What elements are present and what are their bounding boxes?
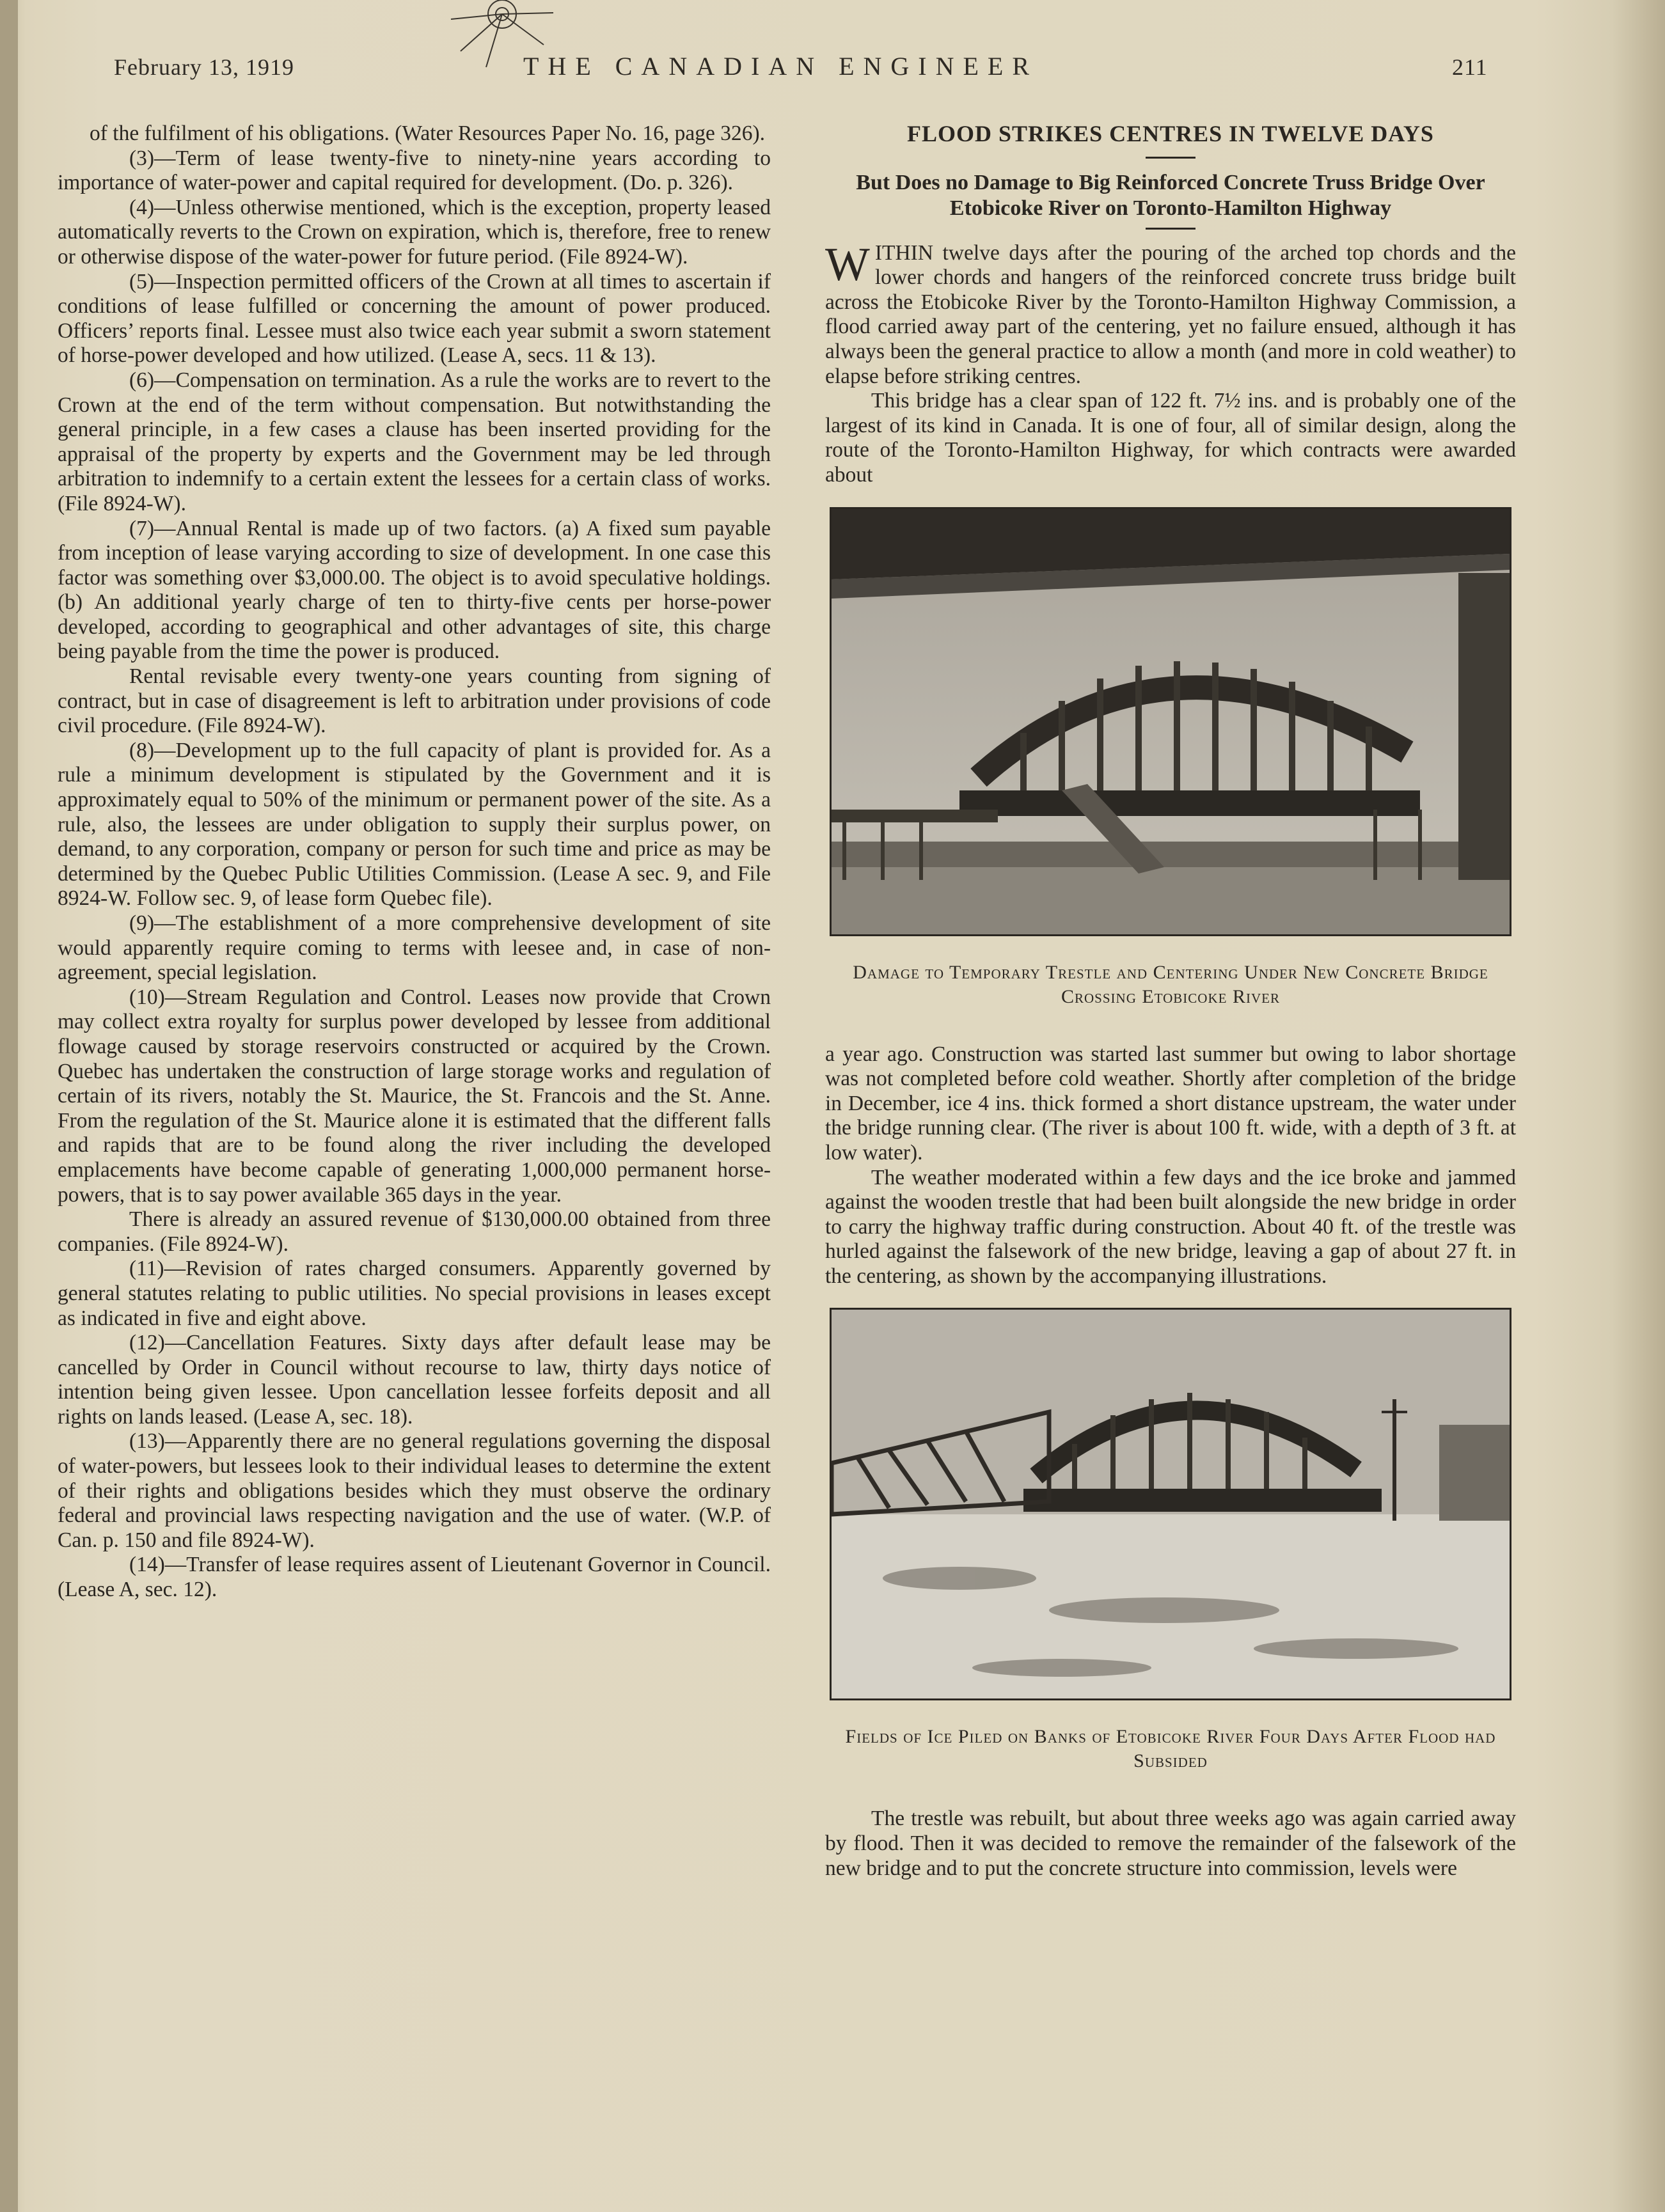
paragraph: Rental revisable every twenty-one years counting from signing of contract, but in case of disagreement is left to arbitration under provisions of code civil procedure. (File 8924-W).	[58, 664, 771, 738]
lead-text: ITHIN twelve days after the pouring of the arched top chords and the lower chords and hangers of the reinforced concrete truss bridge built across the Etobicoke River by the Toronto-Hamilton Highway Commission, a flood carried away part of the centering, yet no failure ensued, although it has always been the general practice to allow a month (and more in cold weather) to elapse before striking centres.	[825, 240, 1516, 388]
paragraph: (5)—Inspection permitted officers of the Crown at all times to ascertain if conditions of lease fulfilled or concerning the amount of power produced. Officers’ reports final. Lessee must also twice each year submit a sworn statement of horse-power developed and how utilized. (Lease A, secs. 11 & 13).	[58, 269, 771, 368]
header-date: February 13, 1919	[114, 54, 294, 80]
paragraph: (11)—Revision of rates charged consumers. Apparently governed by general statutes relating to public utilities. No special provisions in leases except as indicated in five and eight above.	[58, 1257, 771, 1330]
ice-photo-image	[832, 1310, 1510, 1698]
paragraph: (8)—Development up to the full capacity of plant is provided for. As a rule a minimum development is stipulated by the Government and it is approximately equal to 50% of the minimum or permanent power of the site. As a rule, also, the lessees are under obligation to supply their surplus power, on demand, to any corporation, company or person for such time and price as may be determined by the Quebec Public Utilities Commission. (Lease A sec. 9, and File 8924-W. Follow sec. 9, of lease form Quebec file).	[58, 738, 771, 911]
paragraph: (4)—Unless otherwise mentioned, which is the exception, property leased automatically reverts to the Crown on expiration, which is, therefore, free to renew or otherwise dispose of the water-power for future period. (File 8924-W).	[58, 195, 771, 269]
paragraph: (6)—Compensation on termination. As a rule the works are to revert to the Crown at the end of the term without compensation. But notwithstanding the general principle, in a few cases a clause has been inserted providing for the appraisal of the property by experts and the Government may be led through arbitration to indemnify to a certain extent the lessees for a certain class of works. (File 8924-W).	[58, 368, 771, 515]
title-divider	[1146, 157, 1195, 159]
paragraph: The trestle was rebuilt, but about three weeks ago was again carried away by flood. Then it was decided to remove the remainder of the falsework of the new bridge and to put the concrete structure into commission, levels were	[825, 1807, 1516, 1880]
paragraph: (9)—The establishment of a more comprehensive development of site would apparently require coming to terms with leesee and, in case of non-agreement, special legislation.	[58, 911, 771, 985]
paragraph: (7)—Annual Rental is made up of two factors. (a) A fixed sum payable from inception of lease varying according to size of development. In one case this factor was something over $3,000.00. The object is to avoid speculative holdings. (b) An additional yearly charge of ten to thirty-five cents per horse-power developed, according to geographical and other advantages of site, this charge being payable from the time the power is produced.	[58, 516, 771, 664]
bridge-photo-image	[832, 509, 1510, 934]
subtitle-divider	[1146, 228, 1195, 230]
lead-paragraph	[825, 238, 1516, 389]
article-title: FLOOD STRIKES CENTRES IN TWELVE DAYS	[907, 121, 1434, 146]
right-column-article	[825, 122, 1516, 1881]
photo-caption-2: Fields of Ice Piled on Banks of Etobicoke River Four Days After Flood had Subsided	[845, 1726, 1496, 1772]
paragraph: The weather moderated within a few days and the ice broke and jammed against the wooden trestle that had been built alongside the new bridge in order to carry the highway traffic during construction. About 40 ft. of the trestle was hurled against the falsework of the new bridge, leaving a gap of about 27 ft. in the centering, as shown by the accompanying illustrations.	[825, 1165, 1516, 1288]
page-binding-shadow	[0, 0, 18, 2212]
photo-caption-1: Damage to Temporary Trestle and Centering Under New Concrete Bridge Crossing Etobicoke River	[853, 961, 1488, 1007]
paragraph: (13)—Apparently there are no general regulations governing the disposal of water-powers, but lessees look to their individual leases to determine the extent of their rights and obligations besides which they must observe the ordinary federal and provincial laws respecting navigation and the use of water. (W.P. of Can. p. 150 and file 8924-W).	[58, 1429, 771, 1552]
paragraph: This bridge has a clear span of 122 ft. 7½ ins. and is probably one of the largest of its kind in Canada. It is one of four, all of similar design, along the route of the Toronto-Hamilton Highway, for which contracts were awarded about	[825, 389, 1516, 487]
page-number: 211	[1452, 54, 1488, 80]
paragraph: (12)—Cancellation Features. Sixty days after default lease may be cancelled by Order in Council without recourse to law, thirty days notice of intention being given lessee. Upon cancellation lessee forfeits deposit and all rights on lands leased. (Lease A, sec. 18).	[58, 1331, 771, 1429]
article-subtitle: But Does no Damage to Big Reinforced Concrete Truss Bridge Over Etobicoke River on Toronto-Hamilton Highway	[856, 170, 1485, 220]
paragraph: of the fulfilment of his obligations. (Water Resources Paper No. 16, page 326).	[90, 122, 766, 145]
journal-title: THE CANADIAN ENGINEER	[523, 52, 1039, 81]
paragraph: There is already an assured revenue of $130,000.00 obtained from three companies. (File 8924-W).	[58, 1207, 771, 1256]
photo-damaged-trestle	[830, 507, 1511, 936]
drop-cap: W	[825, 238, 870, 291]
left-column	[58, 122, 771, 1603]
paragraph: (10)—Stream Regulation and Control. Leases now provide that Crown may collect extra royalty for surplus power developed by lessee from additional flowage caused by storage reservoirs constructed or acquired by the Crown. Quebec has undertaken the construction of large storage works and regulation of certain of its rivers, notably the St. Maurice, the St. Francois and the St. Anne. From the regulation of the St. Maurice alone it is estimated that the different falls and rapids that are to be found along the river including the developed emplacements have become capable of generating 1,000,000 permanent horse-powers, that is to say power available 365 days in the year.	[58, 985, 771, 1207]
paragraph: a year ago. Construction was started last summer but owing to labor shortage was not completed before cold weather. Shortly after completion of the bridge in December, ice 4 ins. thick formed a short distance upstream, the water under the bridge running clear. (The river is about 100 ft. wide, with a depth of 3 ft. at low water).	[825, 1042, 1516, 1165]
photo-ice-fields	[830, 1308, 1511, 1700]
paragraph: (3)—Term of lease twenty-five to ninety-nine years according to importance of water-power and capital required for development. (Do. p. 326).	[58, 146, 771, 195]
paragraph: (14)—Transfer of lease requires assent of Lieutenant Governor in Council. (Lease A, sec. 12).	[58, 1553, 771, 1602]
